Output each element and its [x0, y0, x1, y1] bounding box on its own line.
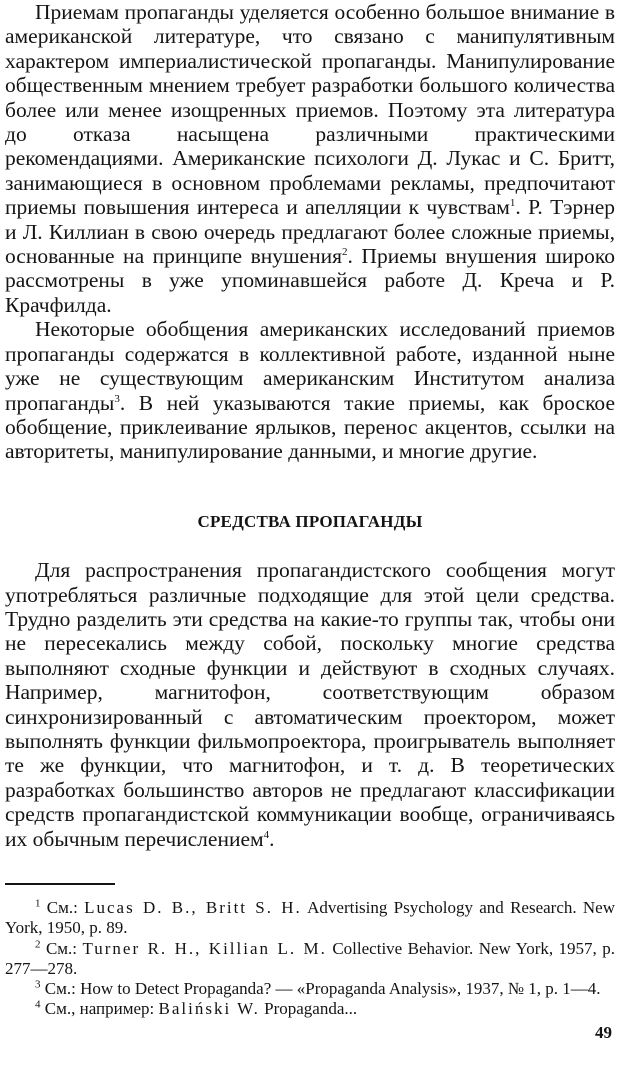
- paragraph-1-end: . Приемы внушения широко рассмотрены в уже упоминавшейся работе Д. Креча и Р. Крачфилда.: [5, 244, 616, 317]
- footnote-author: Turner R. H., Killian L. M.: [82, 938, 327, 958]
- footnote-4: [5, 999, 615, 1019]
- paragraph-1: [5, 0, 615, 317]
- footnote-1: [5, 898, 615, 939]
- footnote-number: 2: [35, 937, 41, 950]
- footnote-number: 4: [35, 998, 41, 1011]
- footnote-prefix: См., например:: [44, 999, 159, 1019]
- paragraph-2: [5, 317, 615, 463]
- footnotes: [5, 898, 615, 1020]
- footnote-author: Lucas D. B., Britt S. H.: [84, 898, 302, 917]
- section-heading: СРЕДСТВА ПРОПАГАНДЫ: [197, 511, 423, 531]
- footnote-number: 1: [35, 897, 41, 910]
- footnote-prefix: См.:: [45, 938, 83, 958]
- footnote-number: 3: [35, 978, 41, 991]
- paragraph-1-text: Приемам пропаганды уделяется особенно большое внимание в американской литературе, что связано с манипулятивным характером империалистической пропаганды. Манипулирование общественным мнением требует разработки большого количества более или менее изощренных приемов. Поэтому эта литература до отказа насыщена различными практическими рекомендациями. Американские психологи Д. Лукас и С. Бритт, занимающиеся в основном проблемами рекламы, предпочитают приемы повышения интереса и апелляции к чувствам: [5, 0, 615, 220]
- footnote-divider: [5, 883, 115, 885]
- paragraph-3-text: Для распространения пропагандистского сообщения могут употребляться различные подходящие для этой цели средства. Трудно разделить эти средства на какие-то группы так, чтобы они не пересекались между собой, поскольку многие средства выполняют сходные функции и действуют в сходных случаях. Например, магнитофон, соответствующим образом синхронизированный с автоматическим проектором, может выполнять функции фильмопроектора, проигрыватель выполняет те же функции, что магнитофон, и т. д. В теоретических разработках большинство авторов не предлагают классификации средств пропагандистской коммуникации вообще, ограничиваясь их обычным перечислением: [5, 558, 615, 851]
- paragraph-3-end: .: [269, 826, 275, 851]
- footnote-2: [5, 939, 615, 980]
- footnote-3: [5, 979, 615, 999]
- page-number: 49: [595, 1023, 612, 1042]
- footnote-ref-3: 3: [114, 392, 120, 405]
- main-text: [5, 0, 615, 851]
- paragraph-2-text: Некоторые обобщения американских исследований приемов пропаганды содержатся в коллективной работе, изданной ныне уже не существующим американским Институтом анализа пропаганды: [5, 317, 615, 415]
- footnote-ref-1: 1: [509, 197, 516, 210]
- footnote-text: Advertising Psychology and Research. New York, 1950, p. 89.: [5, 898, 615, 938]
- footnote-text: How to Detect Propaganda? — «Propaganda Analysis», 1937, № 1, p. 1—4.: [80, 979, 601, 999]
- footnote-ref-2: 2: [341, 245, 348, 258]
- footnote-ref-4: 4: [263, 828, 270, 841]
- paragraph-2-end: . В ней указываются такие приемы, как броское обобщение, приклеивание ярлыков, перенос акцентов, ссылки на авторитеты, манипулирование данными, и многие другие.: [5, 390, 615, 464]
- footnote-prefix: См.:: [44, 979, 81, 999]
- paragraph-1-middle: . Р. Тэрнер и Л. Киллиан в свою очередь предлагают более сложные приемы, основанные на принципе внушения: [5, 195, 615, 269]
- footnote-text: Propaganda...: [259, 999, 358, 1019]
- footnote-text: Collective Behavior. New York, 1957, p. 277—278.: [5, 938, 615, 978]
- footnote-prefix: См.:: [46, 898, 85, 917]
- paragraph-3: [5, 558, 615, 851]
- footnote-author: Baliński W.: [158, 999, 260, 1019]
